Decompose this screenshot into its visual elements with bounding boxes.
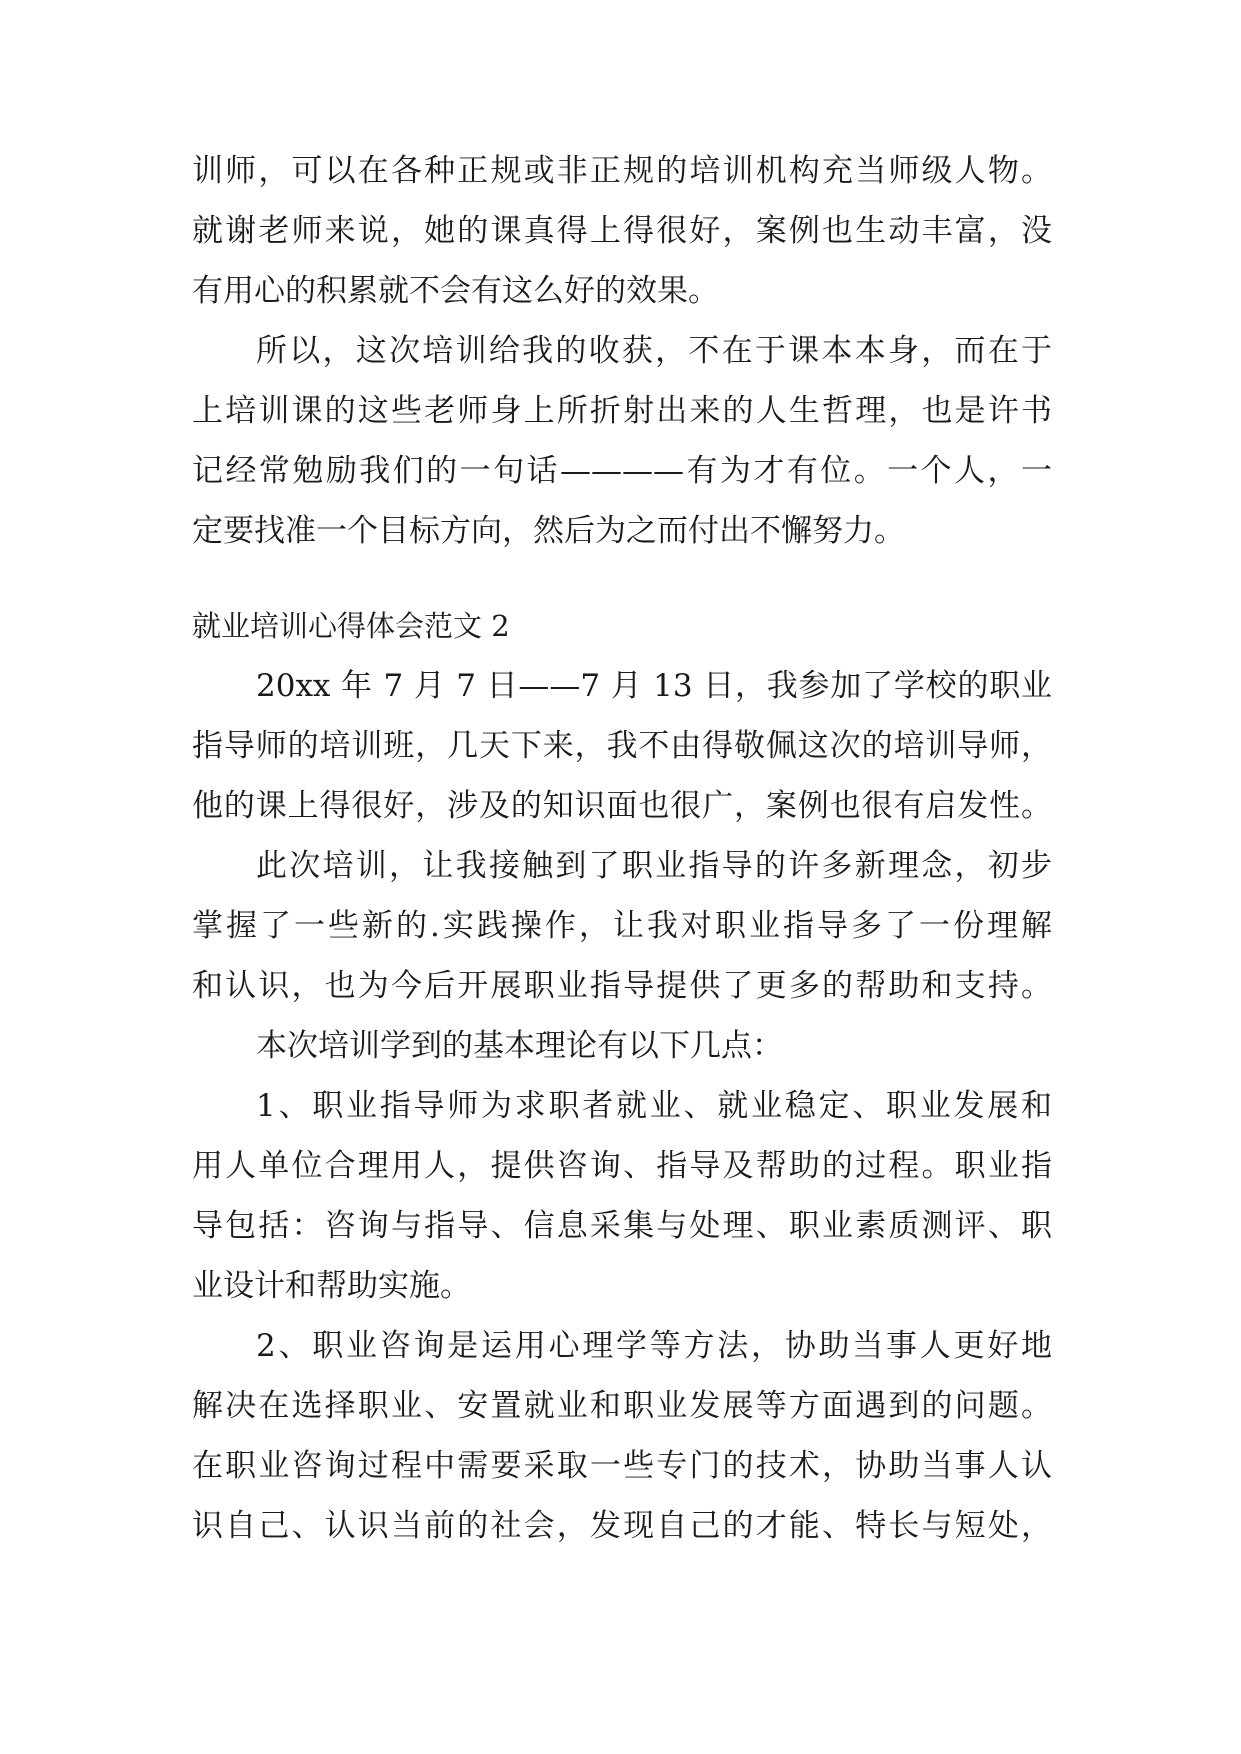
paragraph-line: 20xx 年 7 月 7 日——7 月 13 日，我参加了学校的职业 <box>256 668 1052 704</box>
paragraph-line: 所以，这次培训给我的收获，不在于课本本身，而在于 <box>256 333 1052 369</box>
paragraph-line: 此次培训，让我接触到了职业指导的许多新理念，初步 <box>256 848 1052 884</box>
paragraph-line: 和认识，也为今后开展职业指导提供了更多的帮助和支持。 <box>192 968 1052 1004</box>
paragraph-line: 在职业咨询过程中需要采取一些专门的技术，协助当事人认 <box>192 1448 1052 1484</box>
paragraph-line: 掌握了一些新的.实践操作，让我对职业指导多了一份理解 <box>192 908 1052 944</box>
paragraph-line: 识自己、认识当前的社会，发现自己的才能、特长与短处， <box>192 1508 1052 1544</box>
paragraph-line: 记经常勉励我们的一句话————有为才有位。一个人，一 <box>192 453 1052 489</box>
paragraph-line: 定要找准一个目标方向，然后为之而付出不懈努力。 <box>192 513 905 549</box>
paragraph-line: 指导师的培训班，几天下来，我不由得敬佩这次的培训导师， <box>192 728 1052 764</box>
paragraph-line: 上培训课的这些老师身上所折射出来的人生哲理，也是许书 <box>192 393 1052 429</box>
paragraph-line: 业设计和帮助实施。 <box>192 1268 471 1304</box>
paragraph-line: 他的课上得很好，涉及的知识面也很广，案例也很有启发性。 <box>192 788 1052 824</box>
section-heading: 就业培训心得体会范文 2 <box>192 609 510 643</box>
paragraph-line: 2、职业咨询是运用心理学等方法，协助当事人更好地 <box>256 1328 1052 1364</box>
paragraph-line: 用人单位合理用人，提供咨询、指导及帮助的过程。职业指 <box>192 1148 1052 1184</box>
paragraph-line: 有用心的积累就不会有这么好的效果。 <box>192 273 719 309</box>
paragraph-line: 解决在选择职业、安置就业和职业发展等方面遇到的问题。 <box>192 1388 1052 1424</box>
paragraph-line: 1、职业指导师为求职者就业、就业稳定、职业发展和 <box>256 1088 1052 1124</box>
paragraph-line: 就谢老师来说，她的课真得上得很好，案例也生动丰富，没 <box>192 213 1052 249</box>
paragraph-line: 导包括：咨询与指导、信息采集与处理、职业素质测评、职 <box>192 1208 1052 1244</box>
paragraph-line: 训师，可以在各种正规或非正规的培训机构充当师级人物。 <box>192 153 1052 189</box>
paragraph-line: 本次培训学到的基本理论有以下几点： <box>256 1028 783 1064</box>
